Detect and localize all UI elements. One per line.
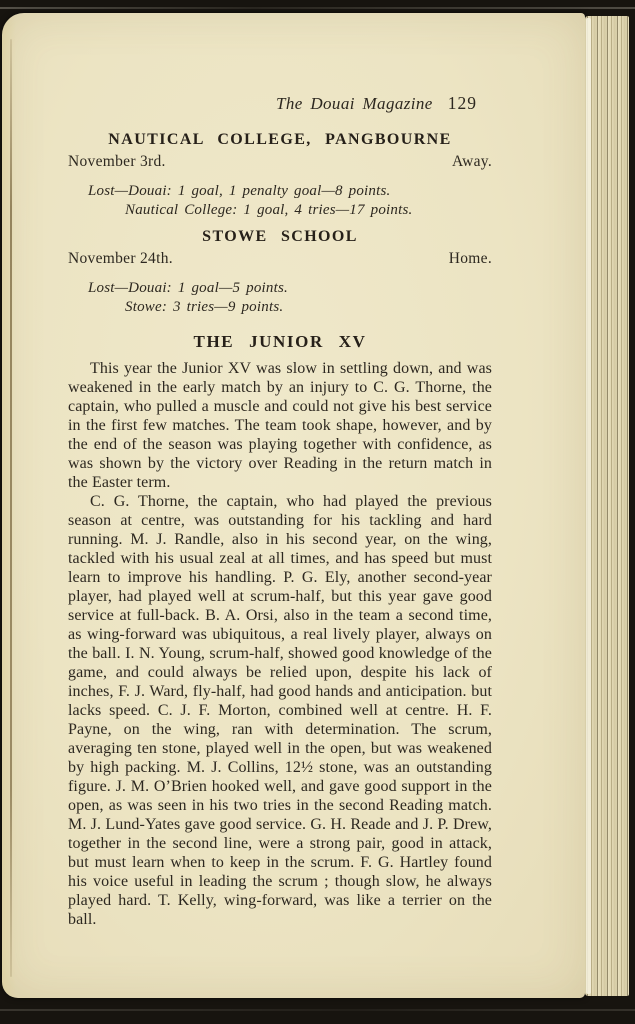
match-result-line: Nautical College: 1 goal, 4 tries—17 points.: [125, 201, 413, 218]
match-title: NAUTICAL COLLEGE, PANGBOURNE: [108, 131, 452, 148]
match-date: November 24th.: [68, 250, 173, 267]
gutter-shadow: [10, 39, 12, 977]
article-paragraph: This year the Junior XV was slow in settling down, and was weakened in the early match by an injury to C. G. Thorne, the captain, who pulled a muscle and could not give his best service in the first few matches. The team took shape, however, and by the end of the season was playing together with confidence, as was shown by the victory over Reading in the return match in the Easter term.: [68, 360, 492, 491]
match-result-line: Lost—Douai: 1 goal, 1 penalty goal—8 points.: [88, 183, 391, 199]
article-paragraph: C. G. Thorne, the captain, who had played the previous season at centre, was outstanding for his tackling and hard running. M. J. Randle, also in his second year, on the wing, tackled with his usual zeal at all times, and has speed but must learn to improve his handling. P. G. Ely, another second-year player, had played well at scrum-half, but this year gave good service at full-back. B. A. Orsi, also in the team a second time, as wing-forward was ubiquitous, a real lively player, always on the ball. I. N. Young, scrum-half, showed good knowledge of the game, and could always be relied upon, despite his lack of inches, F. J. Ward, fly-half, had good hands and anticipation. but lacks speed. C. J. F. Morton, combined well at centre. H. F. Payne, on the wing, ran with determination. The scrum, averaging ten stone, played well in the open, but was weakened by high packing. M. J. Collins, 12½ stone, was an outstanding figure. J. M. O’Brien hooked well, and gave good support in the open, as was seen in his two tries in the second Reading match. M. J. Lund-Yates gave good service. G. H. Reade and J. P. Drew, together in the second line, were a strong pair, good in attack, but must learn when to keep in the scrum. F. G. Hartley found his voice useful in leading the scrum ; though slow, he always played hard. T. Kelly, wing-forward, was like a terrier on the ball.: [68, 493, 492, 928]
match-date: November 3rd.: [68, 153, 166, 170]
article-title: THE JUNIOR XV: [193, 332, 367, 351]
match-result-line: Lost—Douai: 1 goal—5 points.: [88, 280, 288, 296]
page-surface: [2, 13, 585, 998]
cover-top-highlight: [0, 7, 635, 9]
cover-bottom-highlight: [0, 1009, 635, 1011]
page-edge-highlight: [586, 18, 591, 994]
article-section: [68, 332, 492, 929]
page-edge-stack: [585, 16, 629, 996]
match-date-row: [68, 250, 492, 268]
match-title: STOWE SCHOOL: [202, 228, 358, 245]
match-section-nautical: [68, 131, 492, 219]
match-result-line: Stowe: 3 tries—9 points.: [125, 298, 284, 315]
match-section-stowe: [68, 228, 492, 316]
running-header: [68, 93, 492, 114]
match-results: [68, 279, 492, 316]
magazine-title: The Douai Magazine: [276, 94, 433, 113]
match-results: [68, 182, 492, 219]
match-venue: Away.: [452, 153, 492, 170]
page-content: [68, 13, 492, 998]
page-number: 129: [447, 93, 477, 113]
match-venue: Home.: [448, 250, 492, 267]
match-date-row: [68, 153, 492, 171]
